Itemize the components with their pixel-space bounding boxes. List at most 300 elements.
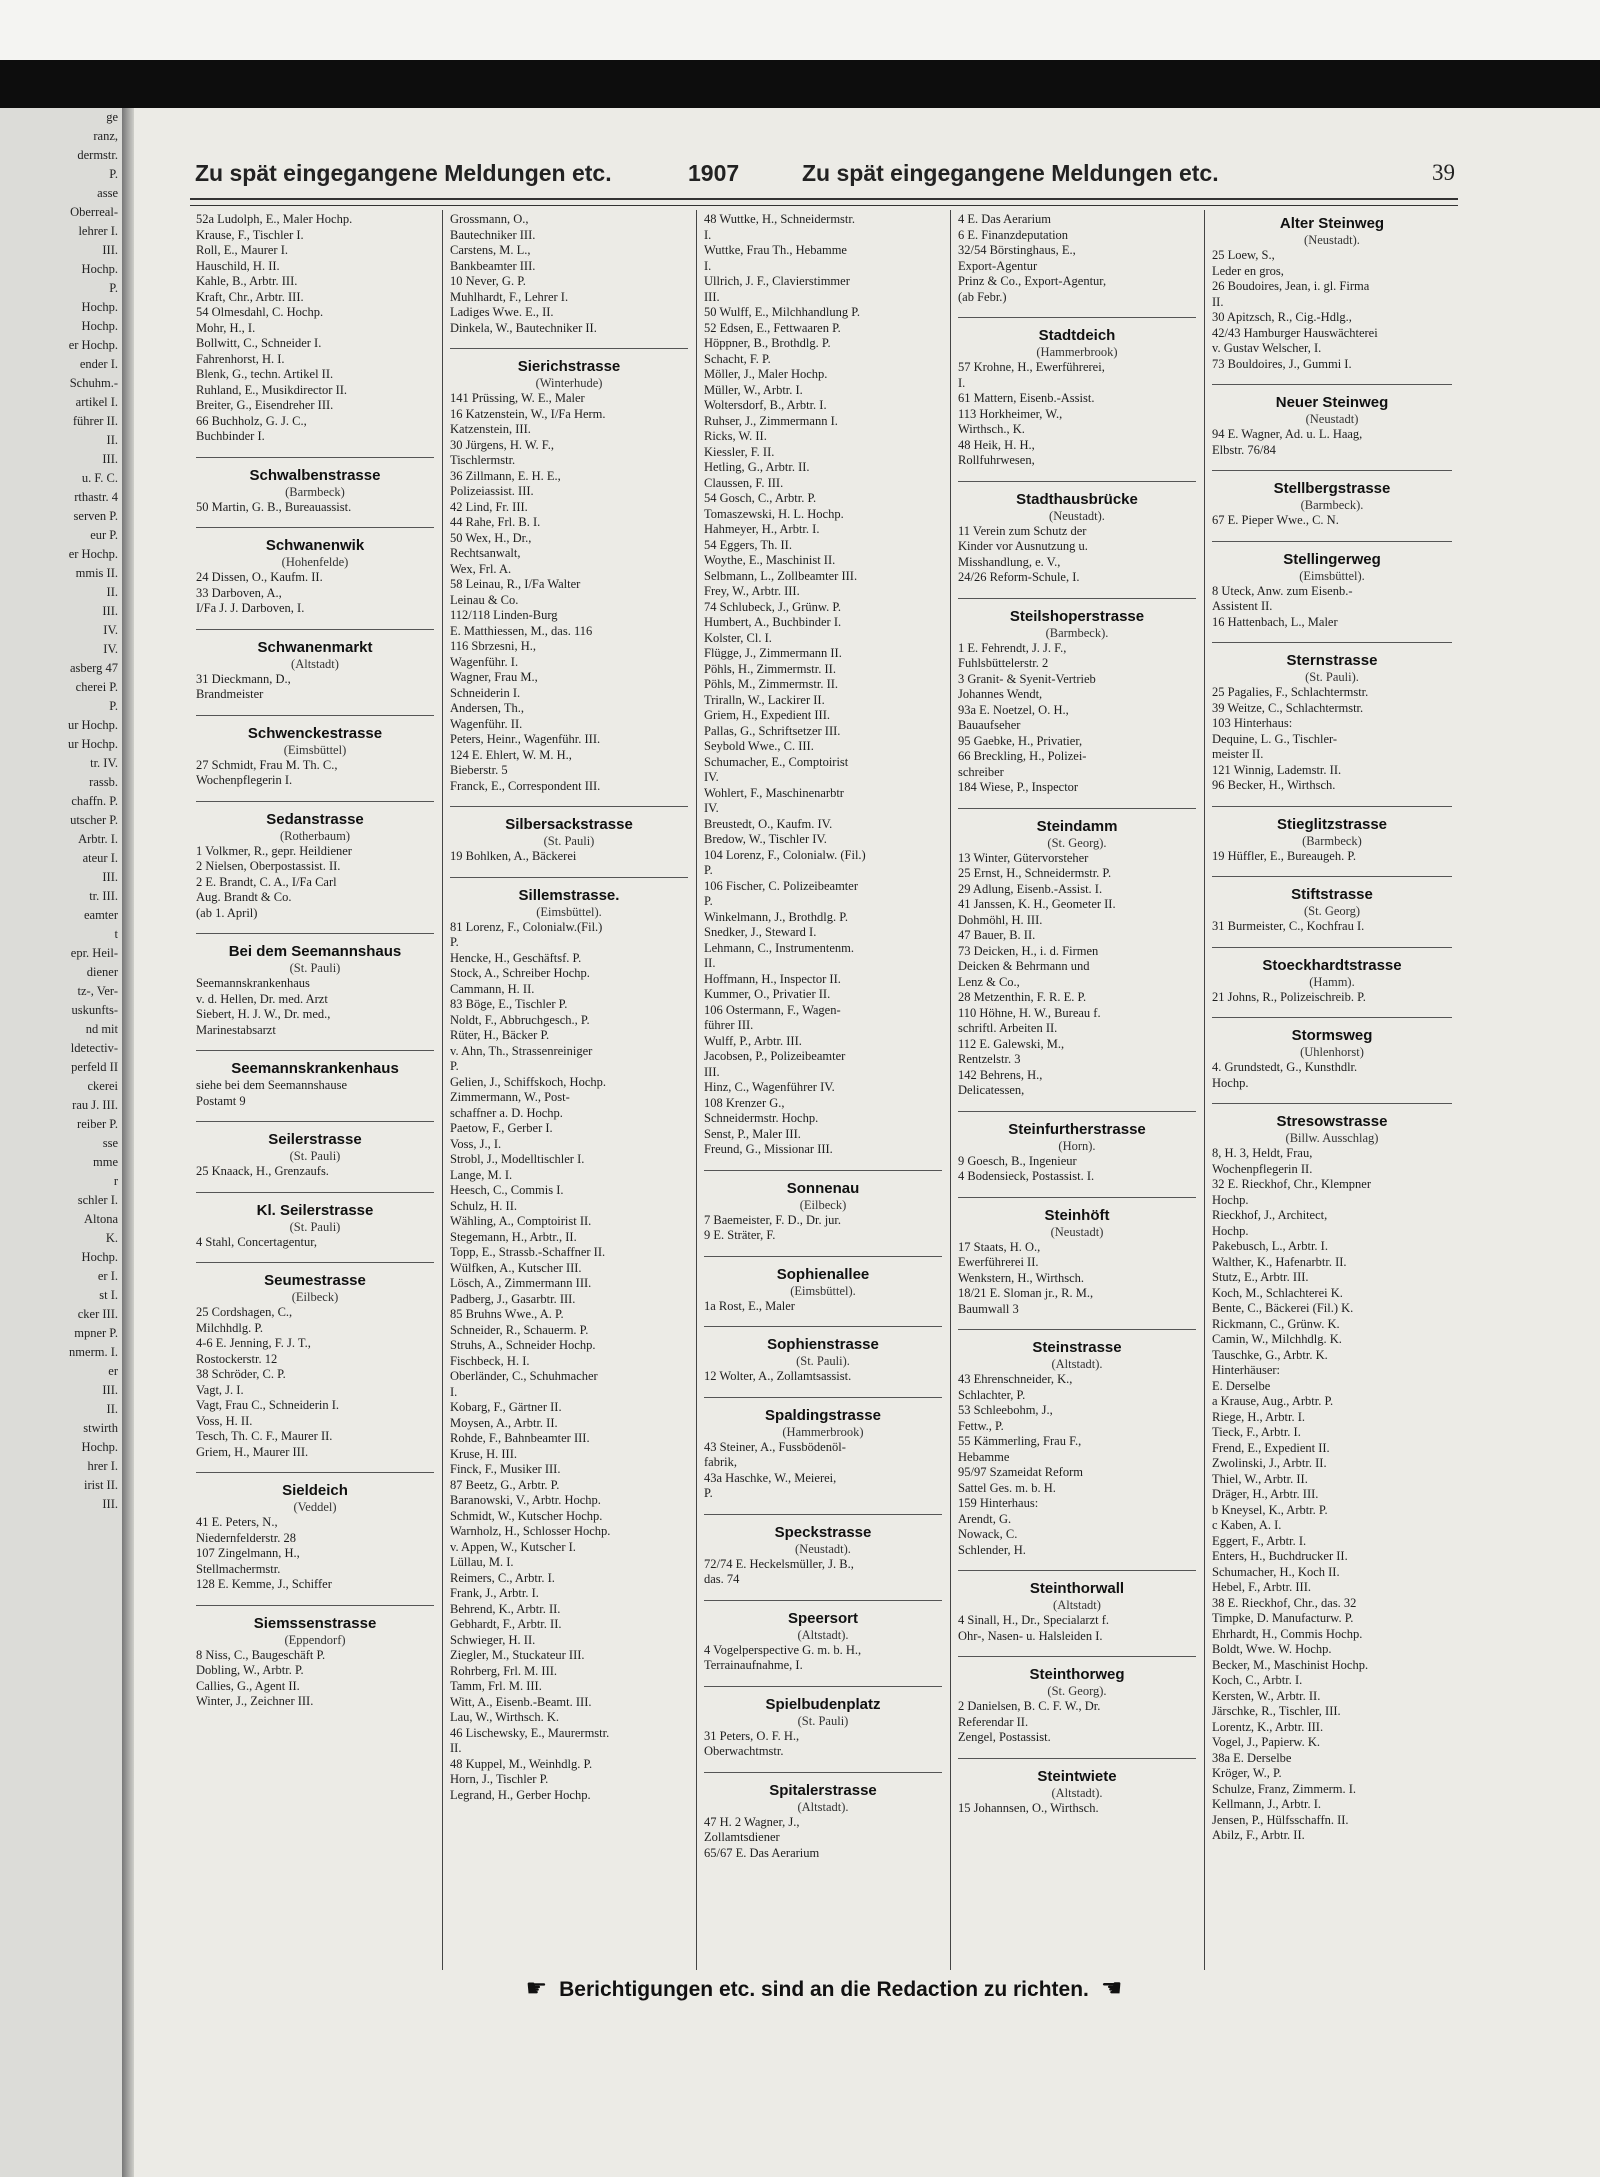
left-page-fragment: ldetectiv- bbox=[70, 1041, 118, 1055]
left-page-fragment: st I. bbox=[99, 1288, 118, 1302]
resident-entry: IV. bbox=[704, 801, 719, 815]
resident-entry: Sattel Ges. m. b. H. bbox=[958, 1480, 1056, 1495]
resident-entry: P. bbox=[704, 1486, 713, 1500]
street-heading bbox=[1212, 876, 1452, 919]
resident-entry: Rentzelstr. 3 bbox=[958, 1052, 1021, 1066]
resident-entry: Oberländer, C., Schuhmacher bbox=[450, 1369, 598, 1383]
resident-entry: Zimmermann, W., Post- bbox=[450, 1090, 570, 1104]
resident-entry: 52 Edsen, E., Fettwaaren P. bbox=[704, 320, 841, 335]
resident-entry: 48 Wuttke, H., Schneidermstr. bbox=[704, 212, 855, 226]
resident-entry: III. bbox=[704, 289, 720, 304]
resident-entry: 16 Katzenstein, W., I/Fa Herm. bbox=[450, 406, 606, 421]
street-name: Steinfurtherstrasse bbox=[1008, 1120, 1146, 1138]
left-page-fragment: perfeld II bbox=[71, 1060, 118, 1074]
resident-entry: Hochp. bbox=[1212, 1075, 1249, 1090]
street-heading bbox=[704, 1397, 942, 1440]
column-divider bbox=[1204, 210, 1205, 1970]
column-divider bbox=[696, 210, 697, 1970]
resident-entry: Tieck, F., Arbtr. I. bbox=[1212, 1425, 1301, 1439]
left-page-fragment: Hochp. bbox=[81, 262, 118, 276]
resident-entry: fabrik, bbox=[704, 1455, 737, 1469]
left-page-fragment: IV. bbox=[103, 642, 118, 656]
resident-entry: 6 E. Finanzdeputation bbox=[958, 227, 1069, 242]
street-heading bbox=[196, 933, 434, 976]
footer-notice bbox=[190, 1974, 1458, 2003]
left-page-fragment: III. bbox=[102, 1383, 118, 1397]
resident-entry: 17 Staats, H. O., bbox=[958, 1239, 1041, 1254]
resident-entry: Schneider, R., Schauerm. P. bbox=[450, 1322, 589, 1337]
resident-entry: Enters, H., Buchdrucker II. bbox=[1212, 1549, 1348, 1563]
header-right-title: Zu spät eingegangene Meldungen etc. bbox=[802, 160, 1219, 186]
street-district: (Hammerbrook) bbox=[1036, 345, 1118, 359]
resident-entry: führer III. bbox=[704, 1018, 754, 1032]
resident-entry: 1 Volkmer, R., gepr. Heildiener bbox=[196, 843, 352, 858]
left-page-fragment: cker III. bbox=[77, 1307, 118, 1321]
left-page-fragment: asse bbox=[97, 186, 118, 200]
resident-entry: 107 Zingelmann, H., bbox=[196, 1546, 300, 1560]
street-district: (St. Pauli). bbox=[796, 1354, 850, 1368]
resident-entry: 142 Behrens, H., bbox=[958, 1067, 1043, 1082]
resident-entry: Wagner, Frau M., bbox=[450, 670, 538, 684]
resident-entry: Freund, G., Missionar III. bbox=[704, 1142, 833, 1156]
street-name: Sillemstrasse. bbox=[518, 886, 620, 904]
resident-entry: 24/26 Reform-Schule, I. bbox=[958, 570, 1080, 584]
resident-entry: 16 Hattenbach, L., Maler bbox=[1212, 614, 1338, 629]
resident-entry: Johannes Wendt, bbox=[958, 687, 1043, 701]
left-page-fragment: epr. Heil- bbox=[70, 946, 118, 960]
resident-entry: v. d. Hellen, Dr. med. Arzt bbox=[196, 991, 328, 1006]
resident-entry: 66 Buchholz, G. J. C., bbox=[196, 413, 307, 428]
street-district: (St. Pauli) bbox=[289, 1219, 341, 1234]
resident-entry: 31 Peters, O. F. H., bbox=[704, 1728, 800, 1743]
street-name: Steintwiete bbox=[1037, 1767, 1117, 1785]
resident-entry: schriftl. Arbeiten II. bbox=[958, 1021, 1058, 1035]
left-page-fragment: u. F. C. bbox=[81, 471, 118, 485]
resident-entry: Kahle, B., Arbtr. III. bbox=[196, 274, 298, 288]
resident-entry: Ladiges Wwe. E., II. bbox=[450, 305, 554, 319]
column-divider bbox=[950, 210, 951, 1970]
resident-entry: 4 Sinall, H., Dr., Specialarzt f. bbox=[958, 1613, 1110, 1627]
resident-entry: Kersten, W., Arbtr. II. bbox=[1212, 1688, 1321, 1703]
street-heading bbox=[1212, 212, 1452, 248]
left-page-fragment: III. bbox=[102, 452, 118, 466]
resident-entry: Export-Agentur bbox=[958, 258, 1038, 273]
resident-entry: 1a Rost, E., Maler bbox=[704, 1298, 795, 1313]
resident-entry: 26 Boudoires, Jean, i. gl. Firma bbox=[1212, 279, 1370, 293]
street-heading bbox=[1212, 541, 1452, 584]
street-heading bbox=[704, 1772, 942, 1815]
street-district: (Rotherbaum) bbox=[279, 828, 351, 843]
resident-entry: Hetling, G., Arbtr. II. bbox=[704, 460, 810, 474]
resident-entry: Bankbeamter III. bbox=[450, 258, 536, 273]
resident-entry: Kruse, H. III. bbox=[450, 1446, 517, 1461]
resident-entry: Pakebusch, L., Arbtr. I. bbox=[1212, 1239, 1328, 1253]
resident-entry: Frey, W., Arbtr. III. bbox=[704, 584, 800, 598]
resident-entry: Rostockerstr. 12 bbox=[196, 1351, 278, 1366]
left-page-fragment: hrer I. bbox=[87, 1459, 118, 1473]
column-5 bbox=[1206, 210, 1458, 1970]
street-name: Seemannskrankenhaus bbox=[231, 1060, 399, 1077]
resident-entry: Seemannskrankenhaus bbox=[196, 976, 310, 990]
resident-entry: Wulff, P., Arbtr. III. bbox=[704, 1033, 802, 1048]
resident-entry: 94 E. Wagner, Ad. u. L. Haag, bbox=[1212, 427, 1363, 441]
left-page-fragment: III. bbox=[102, 1497, 118, 1511]
resident-entry: meister II. bbox=[1212, 747, 1264, 761]
resident-entry: P. bbox=[704, 894, 713, 908]
left-page-fragment: r bbox=[113, 1174, 118, 1188]
resident-entry: Lüllau, M. I. bbox=[450, 1555, 514, 1569]
street-heading bbox=[958, 1329, 1196, 1372]
left-page-fragment: ranz, bbox=[93, 129, 118, 143]
resident-entry: 38 E. Rieckhof, Chr., das. 32 bbox=[1212, 1595, 1357, 1610]
left-page-fragment: III. bbox=[102, 870, 118, 884]
resident-entry: 18/21 E. Sloman jr., R. M., bbox=[958, 1286, 1094, 1300]
resident-entry: Kellmann, J., Arbtr. I. bbox=[1212, 1797, 1322, 1811]
directory-columns bbox=[190, 210, 1458, 1970]
resident-entry: Selbmann, L., Zollbeamter III. bbox=[704, 568, 858, 583]
resident-entry: Behrend, K., Arbtr. II. bbox=[450, 1601, 561, 1616]
resident-entry: Kinder vor Ausnutzung u. bbox=[958, 539, 1088, 553]
resident-entry: I. bbox=[958, 375, 966, 390]
resident-entry: Vagt, J. I. bbox=[196, 1382, 244, 1397]
left-page-fragment: lehrer I. bbox=[78, 224, 118, 238]
resident-entry: Hahmeyer, H., Arbtr. I. bbox=[704, 522, 820, 536]
street-district: (Veddel) bbox=[293, 1500, 337, 1514]
street-heading bbox=[958, 598, 1196, 641]
street-name: Sonnenau bbox=[786, 1179, 860, 1197]
resident-entry: Möller, J., Maler Hochp. bbox=[704, 367, 828, 381]
street-district: (Barmbeck) bbox=[1302, 833, 1362, 848]
left-page-fragment: P. bbox=[109, 167, 118, 181]
resident-entry: III. bbox=[704, 1064, 720, 1079]
resident-entry: 36 Zillmann, E. H. E., bbox=[450, 468, 561, 483]
resident-entry: Voss, J., I. bbox=[450, 1136, 502, 1151]
column-3 bbox=[698, 210, 948, 1970]
resident-entry: Wex, Frl. A. bbox=[450, 561, 512, 576]
resident-entry: a Krause, Aug., Arbtr. P. bbox=[1212, 1394, 1334, 1408]
resident-entry: II. bbox=[704, 956, 716, 970]
resident-entry: Peters, Heinr., Wagenführ. III. bbox=[450, 732, 601, 746]
street-name: Stadthausbrücke bbox=[1016, 490, 1138, 508]
resident-entry: 46 Lischewsky, E., Maurermstr. bbox=[450, 1725, 610, 1740]
street-name: Schwanenwik bbox=[265, 537, 365, 554]
street-district: (Horn). bbox=[1058, 1138, 1096, 1153]
resident-entry: Stellmachermstr. bbox=[196, 1561, 281, 1576]
resident-entry: Vogel, J., Papierw. K. bbox=[1212, 1735, 1320, 1749]
resident-entry: 96 Becker, H., Wirthsch. bbox=[1212, 778, 1336, 792]
resident-entry: 104 Lorenz, F., Colonialw. (Fil.) bbox=[704, 847, 866, 862]
resident-entry: Gebhardt, F., Arbtr. II. bbox=[450, 1617, 562, 1631]
left-page-fragment: K. bbox=[105, 1231, 118, 1245]
street-district: (St. Pauli) bbox=[289, 1149, 341, 1163]
street-district: (Hammerbrook) bbox=[782, 1424, 864, 1439]
left-page-fragment: reiber P. bbox=[77, 1117, 118, 1131]
resident-entry: Ehrhardt, H., Commis Hochp. bbox=[1212, 1626, 1363, 1641]
resident-entry: 33 Darboven, A., bbox=[196, 585, 282, 600]
resident-entry: P. bbox=[450, 1059, 459, 1073]
resident-entry: I. bbox=[450, 1384, 458, 1399]
resident-entry: Delicatessen, bbox=[958, 1083, 1025, 1097]
street-district: (Winterhude) bbox=[535, 376, 603, 390]
resident-entry: Hauschild, H. II. bbox=[196, 258, 280, 273]
resident-entry: Rüter, H., Bäcker P. bbox=[450, 1028, 550, 1042]
street-heading bbox=[1212, 1103, 1452, 1146]
resident-entry: Rollfuhrwesen, bbox=[958, 453, 1035, 467]
street-name: Steinthorwall bbox=[1029, 1580, 1125, 1597]
street-heading bbox=[450, 806, 688, 849]
resident-entry: 106 Fischer, C. Polizeibeamter bbox=[704, 878, 858, 893]
street-heading bbox=[196, 715, 434, 758]
resident-entry: Polizeiassist. III. bbox=[450, 484, 534, 498]
street-name: Spaldingstrasse bbox=[765, 1406, 881, 1424]
street-district: (St. Pauli) bbox=[289, 961, 341, 975]
resident-entry: Leinau & Co. bbox=[450, 592, 519, 607]
resident-entry: 19 Bohlken, A., Bäckerei bbox=[450, 849, 577, 863]
street-district: (St. Pauli) bbox=[797, 1713, 849, 1728]
resident-entry: Roll, E., Maurer I. bbox=[196, 243, 288, 257]
resident-entry: 57 Krohne, H., Ewerführerei, bbox=[958, 360, 1105, 374]
street-district: (St. Georg). bbox=[1047, 1684, 1107, 1698]
street-heading bbox=[196, 1192, 434, 1235]
resident-entry: Schlachter, P. bbox=[958, 1387, 1026, 1402]
street-district: (Barmbeck). bbox=[1300, 498, 1364, 512]
resident-entry: Horn, J., Tischler P. bbox=[450, 1772, 549, 1786]
left-page-fragment: utscher P. bbox=[70, 813, 118, 827]
resident-entry: Siebert, H. J. W., Dr. med., bbox=[196, 1007, 331, 1021]
street-name: Stiftstrasse bbox=[1291, 886, 1373, 903]
left-page-fragment: er bbox=[108, 1364, 118, 1378]
resident-entry: 43 Steiner, A., Fussbödenöl- bbox=[704, 1439, 846, 1454]
resident-entry: Voss, H. II. bbox=[196, 1413, 253, 1428]
left-page-edge bbox=[0, 108, 122, 2177]
left-page-fragment: uskunfts- bbox=[71, 1003, 118, 1017]
street-heading bbox=[958, 1111, 1196, 1154]
resident-entry: Schumacher, H., Koch II. bbox=[1212, 1564, 1340, 1579]
resident-entry: v. Ahn, Th., Strassenreiniger bbox=[450, 1043, 593, 1058]
resident-entry: Andersen, Th., bbox=[450, 701, 525, 715]
left-page-fragment: Altona bbox=[83, 1212, 118, 1226]
page-number: 39 bbox=[1432, 160, 1455, 185]
resident-entry: 66 Breckling, H., Polizei- bbox=[958, 749, 1087, 763]
header-left-title: Zu spät eingegangene Meldungen etc. bbox=[195, 160, 612, 186]
left-page-fragment: mme bbox=[93, 1155, 118, 1169]
resident-entry: Prinz & Co., Export-Agentur, bbox=[958, 274, 1107, 288]
left-page-fragment: ur Hochp. bbox=[68, 718, 118, 732]
street-heading bbox=[196, 629, 434, 672]
resident-entry: II. bbox=[450, 1741, 462, 1755]
resident-entry: Wohlert, F., Maschinenarbtr bbox=[704, 785, 844, 800]
resident-entry: Camin, W., Milchhdlg. K. bbox=[1212, 1332, 1342, 1346]
left-page-fragment: mpner P. bbox=[74, 1326, 118, 1340]
resident-entry: 81 Lorenz, F., Colonialw.(Fil.) bbox=[450, 919, 603, 934]
resident-entry: Mohr, H., I. bbox=[196, 320, 256, 335]
street-heading bbox=[196, 801, 434, 844]
left-page-fragment: diener bbox=[86, 965, 118, 979]
resident-entry: Baumwall 3 bbox=[958, 1301, 1019, 1316]
resident-entry: b Kneysel, K., Arbtr. P. bbox=[1212, 1502, 1328, 1517]
resident-entry: Eggert, F., Arbtr. I. bbox=[1212, 1533, 1307, 1548]
resident-entry: Assistent II. bbox=[1212, 599, 1273, 613]
left-page-fragment: ur Hochp. bbox=[68, 737, 118, 751]
resident-entry: Schneidermstr. Hochp. bbox=[704, 1111, 819, 1125]
resident-entry: Griem, H., Expedient III. bbox=[704, 708, 831, 722]
resident-entry: Hinz, C., Wagenführer IV. bbox=[704, 1080, 835, 1094]
resident-entry: schreiber bbox=[958, 764, 1004, 779]
resident-entry: 25 Cordshagen, C., bbox=[196, 1305, 293, 1319]
resident-entry: 112 E. Galewski, M., bbox=[958, 1036, 1065, 1051]
resident-entry: 2 E. Brandt, C. A., I/Fa Carl bbox=[196, 874, 337, 889]
resident-entry: Fahrenhorst, H. I. bbox=[196, 351, 285, 366]
resident-entry: Senst, P., Maler III. bbox=[704, 1126, 801, 1141]
resident-entry: Stegemann, H., Arbtr., II. bbox=[450, 1229, 577, 1244]
resident-entry: IV. bbox=[704, 770, 719, 784]
resident-entry: Hochp. bbox=[1212, 1192, 1249, 1207]
resident-entry: Wülfken, A., Kutscher III. bbox=[450, 1260, 582, 1275]
street-name: Sternstrasse bbox=[1286, 652, 1378, 669]
left-page-fragment: ateur I. bbox=[82, 851, 118, 865]
resident-entry: Breiter, G., Eisendreher III. bbox=[196, 398, 334, 412]
resident-entry: Witt, A., Eisenb.-Beamt. III. bbox=[450, 1694, 592, 1709]
street-heading bbox=[704, 1514, 942, 1557]
resident-entry: 159 Hinterhaus: bbox=[958, 1496, 1039, 1510]
resident-entry: 73 Bouldoires, J., Gummi I. bbox=[1212, 356, 1352, 371]
street-heading bbox=[1212, 1017, 1452, 1060]
left-page-fragment: Hochp. bbox=[81, 1440, 118, 1454]
left-page-fragment: IV. bbox=[103, 623, 118, 637]
street-district: (Eilbeck) bbox=[799, 1197, 847, 1212]
resident-entry: Rohde, F., Bahnbeamter III. bbox=[450, 1431, 590, 1445]
resident-entry: 41 E. Peters, N., bbox=[196, 1515, 278, 1529]
resident-entry: Leder en gros, bbox=[1212, 263, 1284, 278]
resident-entry: Topp, E., Strassb.-Schaffner II. bbox=[450, 1245, 606, 1259]
street-district: (Eimsbüttel). bbox=[536, 904, 602, 919]
left-page-fragment: serven P. bbox=[73, 509, 118, 523]
street-name: Spielbudenplatz bbox=[765, 1695, 881, 1713]
left-page-fragment: er I. bbox=[97, 1269, 118, 1283]
resident-entry: Referendar II. bbox=[958, 1714, 1029, 1729]
resident-entry: 103 Hinterhaus: bbox=[1212, 716, 1293, 730]
street-name: Speckstrasse bbox=[774, 1523, 872, 1541]
resident-entry: 4 Stahl, Concertagentur, bbox=[196, 1234, 317, 1249]
left-page-fragment: III. bbox=[102, 604, 118, 618]
resident-entry: 121 Winnig, Lademstr. II. bbox=[1212, 762, 1342, 777]
resident-entry: Noldt, F., Abbruchgesch., P. bbox=[450, 1012, 590, 1027]
street-name: Sierichstrasse bbox=[517, 358, 621, 375]
resident-entry: Riege, H., Arbtr. I. bbox=[1212, 1409, 1306, 1424]
resident-entry: Niedernfelderstr. 28 bbox=[196, 1530, 296, 1545]
street-heading bbox=[1212, 806, 1452, 849]
resident-entry: Jacobsen, P., Polizeibeamter bbox=[704, 1049, 846, 1063]
left-page-fragment: ender I. bbox=[79, 357, 118, 371]
resident-entry: 25 Loew, S., bbox=[1212, 248, 1275, 262]
resident-entry: 4-6 E. Jenning, F. J. T., bbox=[196, 1336, 311, 1350]
resident-entry: Bauaufseher bbox=[958, 718, 1021, 732]
resident-entry: 55 Kämmerling, Frau F., bbox=[958, 1434, 1082, 1448]
resident-entry: Schumacher, E., Comptoirist bbox=[704, 754, 849, 769]
left-page-fragment: nmerm. I. bbox=[69, 1345, 118, 1359]
resident-entry: Breustedt, O., Kaufm. IV. bbox=[704, 816, 833, 831]
street-name: Neuer Steinweg bbox=[1275, 394, 1389, 411]
resident-entry: 32/54 Börstinghaus, E., bbox=[958, 243, 1076, 257]
resident-entry: Bente, C., Bäckerei (Fil.) K. bbox=[1212, 1301, 1354, 1315]
resident-entry: 61 Mattern, Eisenb.-Assist. bbox=[958, 391, 1095, 405]
resident-entry: 50 Wulff, E., Milchhandlung P. bbox=[704, 305, 860, 319]
resident-entry: 2 Nielsen, Oberpostassist. II. bbox=[196, 859, 341, 873]
street-name: Schwanenmarkt bbox=[257, 638, 373, 656]
street-district: (Eimsbüttel). bbox=[1299, 568, 1365, 583]
resident-entry: Schlender, H. bbox=[958, 1542, 1026, 1557]
resident-entry: Brandmeister bbox=[196, 687, 264, 701]
resident-entry: Dinkela, W., Bautechniker II. bbox=[450, 320, 597, 335]
resident-entry: Oberwachtmstr. bbox=[704, 1744, 784, 1758]
left-page-fragment: II. bbox=[106, 585, 118, 599]
street-name: Siemssenstrasse bbox=[253, 1614, 377, 1632]
resident-entry: 184 Wiese, P., Inspector bbox=[958, 780, 1079, 794]
resident-entry: 15 Johannsen, O., Wirthsch. bbox=[958, 1800, 1099, 1815]
resident-entry: Rechtsanwalt, bbox=[450, 546, 521, 560]
resident-entry: Carstens, M. L., bbox=[450, 243, 531, 257]
street-name: Sophienstrasse bbox=[767, 1336, 879, 1353]
street-heading bbox=[958, 1758, 1196, 1801]
resident-entry: Tamm, Frl. M. III. bbox=[450, 1679, 542, 1693]
resident-entry: 95 Gaebke, H., Privatier, bbox=[958, 733, 1083, 748]
resident-entry: (ab Febr.) bbox=[958, 289, 1007, 304]
street-district: (Neustadt). bbox=[1304, 233, 1360, 247]
resident-entry: Pöhls, M., Zimmermstr. II. bbox=[704, 677, 839, 691]
street-heading bbox=[450, 348, 688, 391]
left-page-fragment: II. bbox=[106, 1402, 118, 1416]
resident-entry: Järschke, R., Tischler, III. bbox=[1212, 1704, 1341, 1718]
resident-entry: 32 E. Rieckhof, Chr., Klempner bbox=[1212, 1177, 1371, 1191]
column-2 bbox=[444, 210, 694, 1970]
resident-entry: Misshandlung, e. V., bbox=[958, 554, 1061, 569]
street-district: (Neustadt). bbox=[1049, 508, 1105, 523]
street-district: (Neustadt). bbox=[795, 1541, 851, 1556]
resident-entry: siehe bei dem Seemannshause bbox=[196, 1078, 347, 1092]
resident-entry: 25 Ernst, H., Schneidermstr. P. bbox=[958, 866, 1112, 880]
street-district: (Altstadt). bbox=[1051, 1357, 1103, 1371]
resident-entry: 31 Dieckmann, D., bbox=[196, 671, 291, 686]
resident-entry: Krause, F., Tischler I. bbox=[196, 227, 304, 242]
street-name: Schwenckestrasse bbox=[247, 724, 383, 742]
resident-entry: Stock, A., Schreiber Hochp. bbox=[450, 966, 590, 980]
street-district: (Hohenfelde) bbox=[281, 555, 349, 569]
resident-entry: Ullrich, J. F., Clavierstimmer bbox=[704, 274, 850, 288]
resident-entry: 54 Gosch, C., Arbtr. P. bbox=[704, 491, 817, 505]
street-district: (St. Georg). bbox=[1047, 835, 1107, 850]
street-district: (Billw. Ausschlag) bbox=[1285, 1131, 1379, 1145]
resident-entry: Rickmann, C., Grünw. K. bbox=[1212, 1316, 1340, 1331]
street-heading bbox=[1212, 384, 1452, 427]
resident-entry: 1 E. Fehrendt, J. J. F., bbox=[958, 640, 1067, 655]
street-name: Sophienallee bbox=[776, 1265, 870, 1283]
resident-entry: 48 Kuppel, M., Weinhdlg. P. bbox=[450, 1756, 593, 1771]
resident-entry: 50 Wex, H., Dr., bbox=[450, 530, 532, 545]
street-name: Seilerstrasse bbox=[268, 1131, 362, 1148]
resident-entry: Bieberstr. 5 bbox=[450, 763, 508, 777]
left-page-fragment: rau J. III. bbox=[72, 1098, 118, 1112]
resident-entry: Humbert, A., Buchbinder I. bbox=[704, 615, 842, 629]
street-name: Kl. Seilerstrasse bbox=[256, 1201, 374, 1219]
resident-entry: 29 Adlung, Eisenb.-Assist. I. bbox=[958, 881, 1103, 896]
resident-entry: Baranowski, V., Arbtr. Hochp. bbox=[450, 1493, 601, 1507]
resident-entry: Timpke, D. Manufacturw. P. bbox=[1212, 1611, 1354, 1625]
running-header bbox=[190, 158, 1458, 200]
resident-entry: Fuhlsbüttelerstr. 2 bbox=[958, 656, 1049, 670]
resident-entry: v. Appen, W., Kutscher I. bbox=[450, 1539, 576, 1554]
street-heading bbox=[196, 1050, 434, 1078]
resident-entry: 39 Weitze, C., Schlachtermstr. bbox=[1212, 700, 1364, 715]
